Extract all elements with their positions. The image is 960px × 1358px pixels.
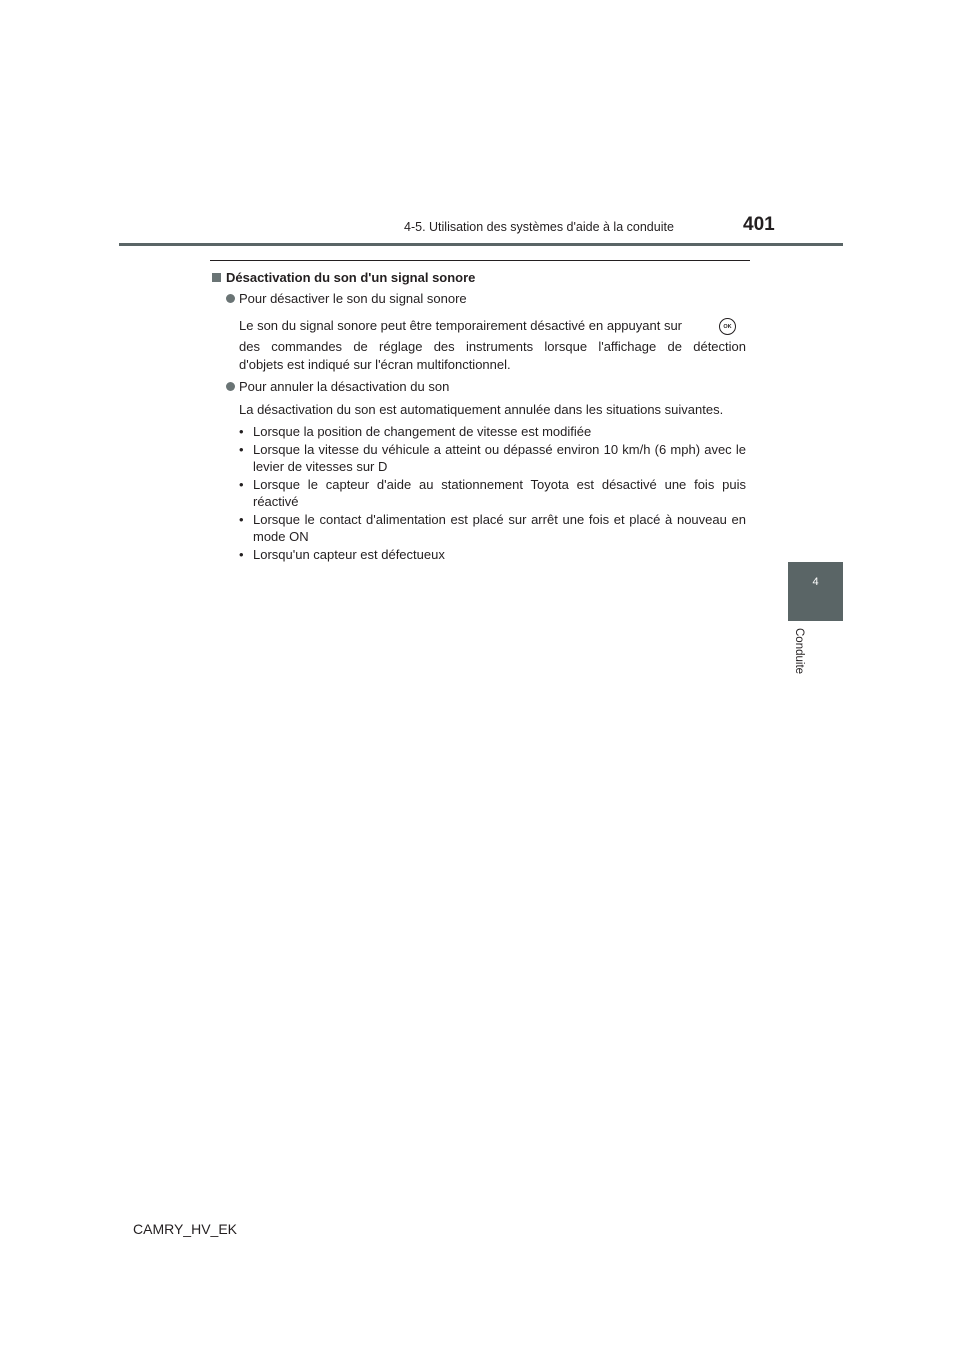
chapter-number: 4 xyxy=(812,576,819,588)
circle-bullet-icon xyxy=(226,294,235,303)
list-item: • Lorsque la position de changement de vitesse est modifiée xyxy=(239,423,746,441)
section-heading: Désactivation du son d'un signal sonore xyxy=(226,270,476,285)
chapter-tab xyxy=(788,562,843,621)
mute-instruction-line-3: d'objets est indiqué sur l'écran multifonctionnel. xyxy=(239,357,511,372)
item-title-cancel: Pour annuler la désactivation du son xyxy=(239,379,450,394)
square-bullet-icon xyxy=(212,273,221,282)
page-number: 401 xyxy=(743,214,775,235)
header-section-title: 4-5. Utilisation des systèmes d'aide à la conduite xyxy=(404,220,674,234)
list-item: • Lorsque la vitesse du véhicule a atteint ou dépassé environ 10 km/h (6 mph) avec le levier de vitesses sur D xyxy=(239,441,746,476)
chapter-label: Conduite xyxy=(793,628,805,675)
cancel-intro: La désactivation du son est automatiquement annulée dans les situations suivantes. xyxy=(239,402,724,417)
section-divider xyxy=(210,260,750,261)
mute-instruction-line-1: Le son du signal sonore peut être temporairement désactivé en appuyant sur xyxy=(239,318,682,333)
ok-button-icon: OK xyxy=(719,318,736,335)
situation-list xyxy=(239,423,746,563)
item-title-mute: Pour désactiver le son du signal sonore xyxy=(239,291,467,306)
footer-manual-code: CAMRY_HV_EK xyxy=(133,1221,238,1237)
circle-bullet-icon xyxy=(226,382,235,391)
mute-instruction-line-2: des commandes de réglage des instruments lorsque l'affichage de détection xyxy=(239,339,746,354)
list-item: • Lorsque le capteur d'aide au stationnement Toyota est désactivé une fois puis réactivé xyxy=(239,476,746,511)
header-divider xyxy=(119,243,843,246)
list-item: • Lorsque le contact d'alimentation est placé sur arrêt une fois et placé à nouveau en mode ON xyxy=(239,511,746,546)
list-item: • Lorsqu'un capteur est défectueux xyxy=(239,546,746,564)
